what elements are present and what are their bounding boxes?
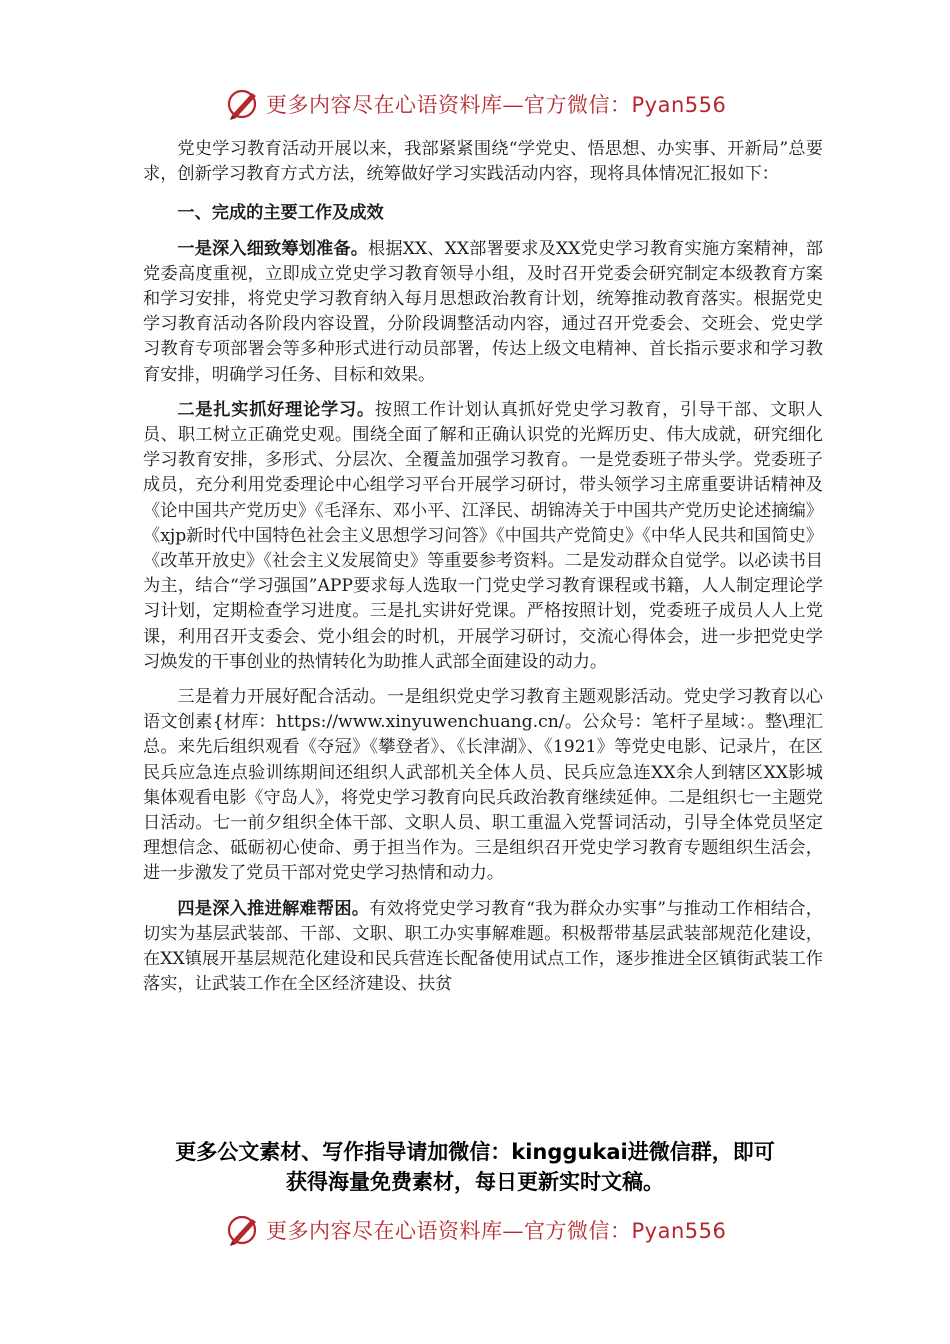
banner-dash: — — [502, 93, 524, 117]
paragraph-2-lead: 二是扎实抓好理论学习。 — [177, 399, 375, 420]
paragraph-2-body: 按照工作计划认真抓好党史学习教育，引导干部、文职人员、职工树立正确党史观。围绕全面了解和正确认识党的光辉历史、伟大成就，研究细化学习教育安排，多形式、分层次、全覆盖加强学习教育。一是党委班子带头学。党委班子成员，充分利用党委理论中心组学习平台开展学习研讨，带头领学习主席重要讲话精神及《论中国共产党历史》《毛泽东、邓小平、江泽民、胡锦涛关于中国共产党历史论述摘编》《xjp新时代中国特色社会主义思想学习问答》《中国共产党简史》《中华人民共和国简史》《改革开放史》《社会主义发展简史》等重要参考资料。二是发动群众自觉学。以必读书目为主，结合“学习强国”APP要求每人选取一门党史学习教育课程或书籍，人人制定理论学习计划，定期检查学习进度。三是扎实讲好党课。严格按照计划，党委班子成员人人上党课，利用召开支委会、党小组会的时机，开展学习研讨，交流心得体会，进一步把党史学习焕发的干事创业的热情转化为助推人武部全面建设的动力。 — [143, 399, 823, 672]
banner-text — [266, 89, 726, 119]
paragraph-2 — [143, 398, 823, 675]
banner-wechat-id: Pyan556 — [631, 93, 727, 117]
header-banner — [226, 84, 726, 124]
paragraph-4 — [143, 897, 823, 998]
pen-logo-icon — [226, 87, 260, 121]
banner-site-text: 更多内容尽在心语资料库 — [266, 93, 503, 117]
banner-wechat-id: Pyan556 — [631, 1219, 727, 1243]
banner-dash: — — [502, 1219, 524, 1243]
paragraph-3: 三是着力开展好配合活动。一是组织党史学习教育主题观影活动。党史学习教育以心语文创素{材库：https://www.xinyuwenchuang.cn/。公众号：笔杆子星域：。整\理汇总。来先后组织观看《夺冠》《攀登者》、《长津湖》、《1921》等党史电影、记录片，在区民兵应急连点验训练期间还组织人武部机关全体人员、民兵应急连XX余人到辖区XX影城集体观看电影《守岛人》，将党史学习教育向民兵政治教育继续延伸。二是组织七一主题党日活动。七一前夕组织全体干部、文职人员、职工重温入党誓词活动，引导全体党员坚定理想信念、砥砺初心使命、勇于担当作为。三是组织召开党史学习教育专题组织生活会，进一步激发了党员干部对党史学习热情和动力。 — [143, 687, 823, 884]
paragraph-4-lead: 四是深入推进解难帮困。 — [177, 898, 370, 919]
banner-site-text: 更多内容尽在心语资料库 — [266, 1219, 503, 1243]
document-body — [143, 137, 823, 998]
banner-wechat-label: 官方微信： — [524, 93, 632, 117]
banner-text — [266, 1215, 726, 1245]
pen-logo-icon — [226, 1213, 260, 1247]
promo-line-2: 获得海量免费素材，每日更新实时文稿。 — [286, 1170, 664, 1194]
paragraph-1-body: 根据XX、XX部署要求及XX党史学习教育实施方案精神，部党委高度重视，立即成立党史学习教育领导小组，及时召开党委会研究制定本级教育方案和学习安排，将党史学习教育纳入每月思想政治教育计划，统筹推动教育落实。根据党史学习教育活动各阶段内容设置，分阶段调整活动内容，通过召开党委会、交班会、党史学习教育专项部署会等多种形式进行动员部署，传达上级文电精神、首长指示要求和学习教育安排，明确学习任务、目标和效果。 — [143, 238, 823, 385]
section-heading: 一、完成的主要工作及成效 — [177, 203, 384, 224]
footer-banner — [226, 1210, 726, 1250]
paragraph-1 — [143, 237, 823, 388]
paragraph-1-lead: 一是深入细致筹划准备。 — [177, 238, 369, 259]
promo-notice — [100, 1137, 850, 1197]
promo-line-1: 更多公文素材、写作指导请加微信：kinggukai进微信群，即可 — [175, 1140, 775, 1164]
intro-paragraph: 党史学习教育活动开展以来，我部紧紧围绕“学党史、悟思想、办实事、开新局”总要求，创新学习教育方式方法，统筹做好学习实践活动内容，现将具体情况汇报如下： — [143, 139, 823, 185]
banner-wechat-label: 官方微信： — [524, 1219, 632, 1243]
paragraph-4-body: 有效将党史学习教育“我为群众办实事”与推动工作相结合，切实为基层武装部、干部、文职、职工办实事解难题。积极帮带基层武装部规范化建设，在XX镇展开基层规范化建设和民兵营连长配备使用试点工作，逐步推进全区镇街武装工作落实，让武装工作在全区经济建设、扶贫 — [143, 898, 823, 995]
